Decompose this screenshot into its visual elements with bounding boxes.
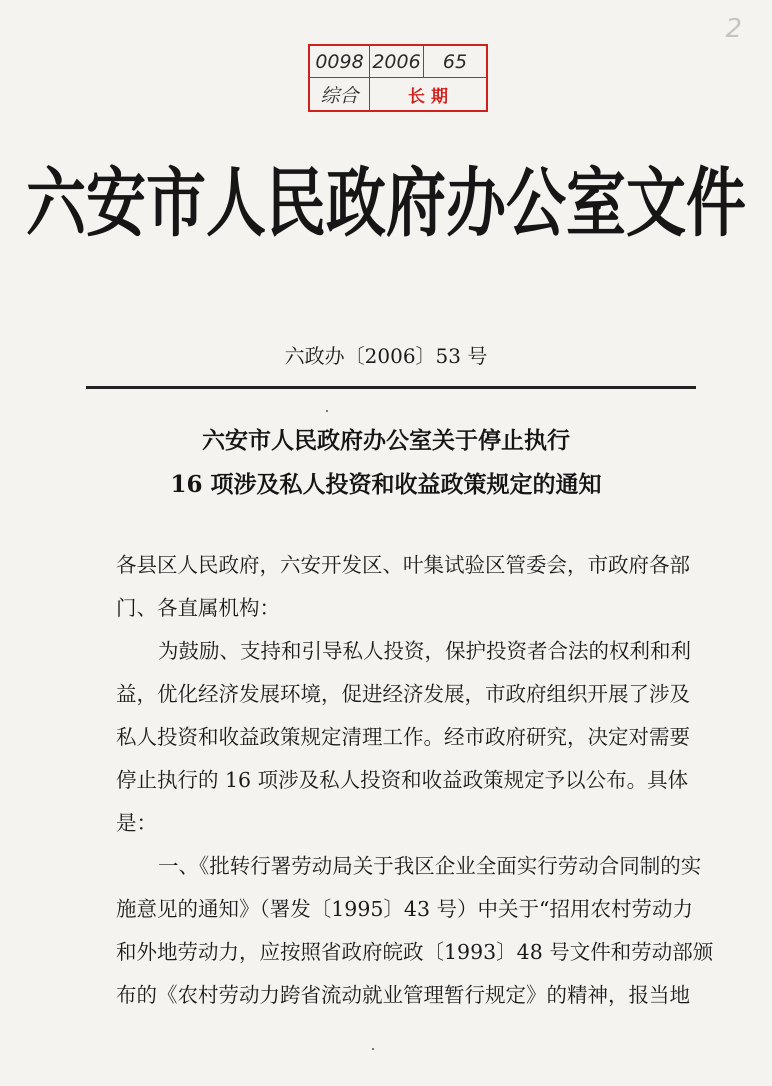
- body-line: 各县区人民政府，六安开发区、叶集试验区管委会，市政府各部: [116, 553, 690, 577]
- document-number: 六政办〔2006〕53 号: [284, 344, 488, 368]
- body-line: 和外地劳动力，应按照省政府皖政〔1993〕48 号文件和劳动部颁: [116, 940, 714, 964]
- stamp-year: 2006: [370, 46, 424, 78]
- body-line: 是：: [116, 811, 157, 835]
- document-header-title: 六安市人民政府办公室文件: [26, 160, 746, 248]
- body-line: 停止执行的 16 项涉及私人投资和收益政策规定予以公布。具体: [116, 768, 689, 792]
- body-line: 为鼓励、支持和引导私人投资，保护投资者合法的权利和利: [158, 639, 691, 663]
- body-line: 布的《农村劳动力跨省流动就业管理暂行规定》的精神，报当地: [116, 983, 690, 1007]
- body-line: 私人投资和收益政策规定清理工作。经市政府研究，决定对需要: [116, 725, 690, 749]
- stamp-archive-no: 0098: [310, 46, 370, 78]
- archive-stamp: [308, 44, 488, 112]
- speck: [372, 1048, 374, 1050]
- speck: [326, 410, 328, 412]
- body-line: 一、《批转行署劳动局关于我区企业全面实行劳动合同制的实: [158, 854, 702, 878]
- header-rule: [86, 386, 696, 389]
- body-line: 门、各直属机构：: [116, 596, 280, 620]
- page-corner-mark: 2: [725, 14, 742, 44]
- notice-title-line-2: 16 项涉及私人投资和收益政策规定的通知: [170, 471, 602, 498]
- body-line: 施意见的通知》（署发〔1995〕43 号）中关于“招用农村劳动力: [116, 897, 694, 921]
- body-line: 益，优化经济发展环境，促进经济发展，市政府组织开展了涉及: [116, 682, 690, 706]
- stamp-item-no: 65: [424, 46, 486, 78]
- stamp-category: 综合: [310, 78, 370, 110]
- stamp-retention: 长 期: [408, 86, 448, 107]
- notice-title-line-1: 六安市人民政府办公室关于停止执行: [202, 427, 570, 454]
